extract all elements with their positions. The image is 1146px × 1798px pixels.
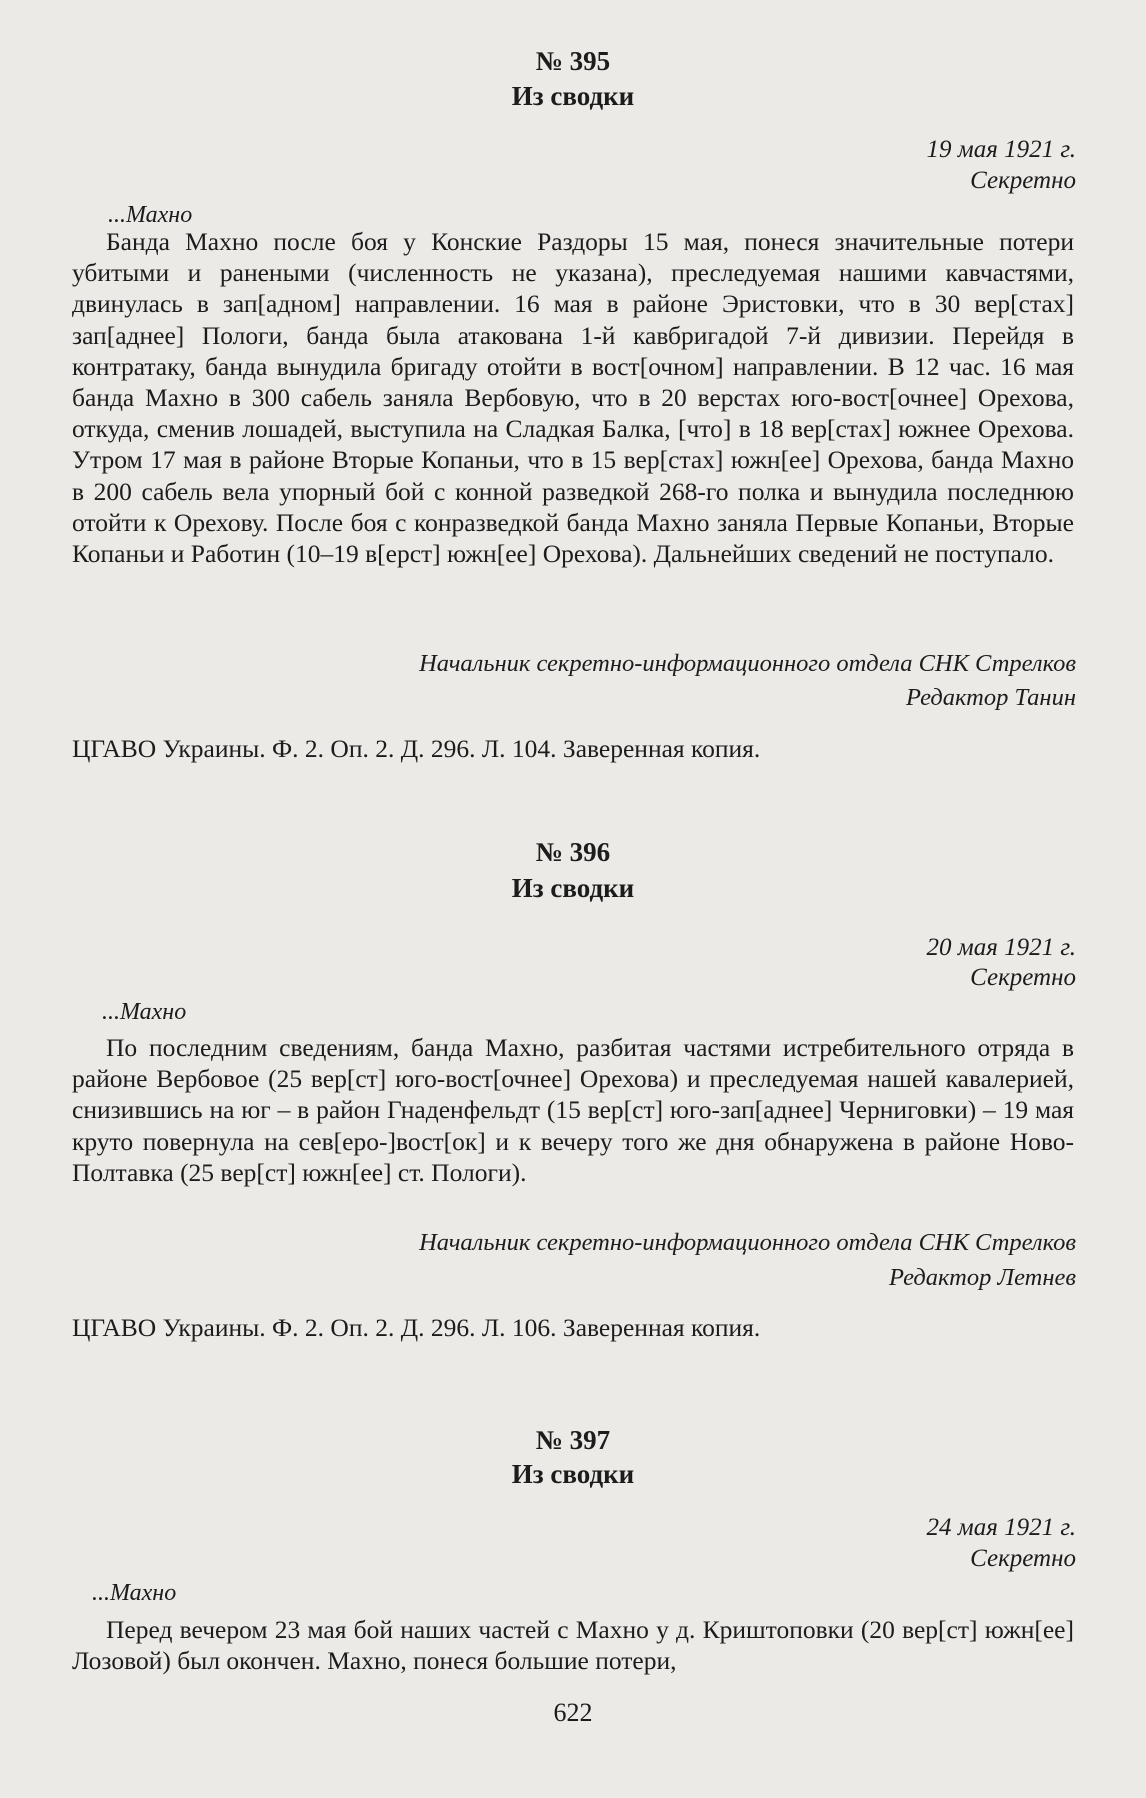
document-date: 20 мая 1921 г.	[926, 934, 1076, 961]
document-number: № 395	[535, 46, 611, 76]
archive-source: ЦГАВО Украины. Ф. 2. Оп. 2. Д. 296. Л. 106. Заверенная копия.	[72, 1313, 761, 1342]
classification-label: Секретно	[970, 167, 1076, 194]
topic-label: ...Махно	[102, 999, 187, 1025]
document-title: Из сводки	[511, 81, 635, 111]
document-date: 19 мая 1921 г.	[926, 136, 1076, 163]
document-number: № 396	[535, 837, 611, 867]
document-number: № 397	[535, 1425, 611, 1455]
classification-label: Секретно	[970, 964, 1076, 991]
document-text: Банда Махно после боя у Конские Раздоры 15 мая, понеся значительные потери убитыми и ранеными (численность не указана), преследуемая нашими кавчастями, двинулась в зап[адном] направлении. 16 мая в районе Эристовки, что в 30 вер[стах] зап[аднее] Пологи, банда была атакована 1-й кавбригадой 7-й дивизии. Перейдя в контратаку, банда вынудила бригаду отойти в вост[очном] направлении. В 12 час. 16 мая банда Махно в 300 сабель заняла Вербовую, что в 20 верстах юго-вост[очнее] Орехова, откуда, сменив лошадей, выступила на Сладкая Балка, [что] в 18 вер[стах] южнее Орехова. Утром 17 мая в районе Вторые Копаньи, что в 15 вер[стах] южн[ее] Орехова, банда Махно в 200 сабель вела упорный бой с конной разведкой 268-го полка и вынудила последнюю отойти к Орехову. После боя с конразведкой банда Махно заняла Первые Копаньи, Вторые Копаньи и Работин (10–19 в[ерст] южн[ее] Орехова). Дальнейших сведений не поступало.	[72, 227, 1074, 569]
document-text: Перед вечером 23 мая бой наших частей с Махно у д. Криштоповки (20 вер[ст] южн[ее] Лозовой) был окончен. Махно, понеся большие потери,	[72, 1615, 1074, 1676]
classification-label: Секретно	[970, 1545, 1076, 1572]
signatory-line: Начальник секретно-информационного отдела СНК Стрелков	[419, 1229, 1076, 1256]
topic-label: ...Махно	[108, 202, 193, 228]
page-number: 622	[553, 1698, 593, 1727]
document-title: Из сводки	[511, 1459, 635, 1489]
document-date: 24 мая 1921 г.	[926, 1514, 1076, 1541]
document-text: По последним сведениям, банда Махно, разбитая частями истребительного отряда в районе Вербовое (25 вер[ст] юго-вост[очнее] Орехова) и преследуемая нашей кавалерией, снизившись на юг – в район Гнаденфельдт (15 вер[ст] юго-зап[аднее] Черниговки) – 19 мая круто повернула на сев[еро-]вост[ок] и к вечеру того же дня обнаружена в районе Ново-Полтавка (25 вер[ст] южн[ее] ст. Пологи).	[72, 1033, 1074, 1187]
editor-line: Редактор Летнев	[889, 1264, 1076, 1291]
topic-label: ...Махно	[92, 1580, 177, 1606]
signatory-line: Начальник секретно-информационного отдела СНК Стрелков	[419, 650, 1076, 677]
editor-line: Редактор Танин	[906, 684, 1076, 711]
document-title: Из сводки	[511, 873, 635, 903]
archive-source: ЦГАВО Украины. Ф. 2. Оп. 2. Д. 296. Л. 104. Заверенная копия.	[72, 734, 761, 763]
